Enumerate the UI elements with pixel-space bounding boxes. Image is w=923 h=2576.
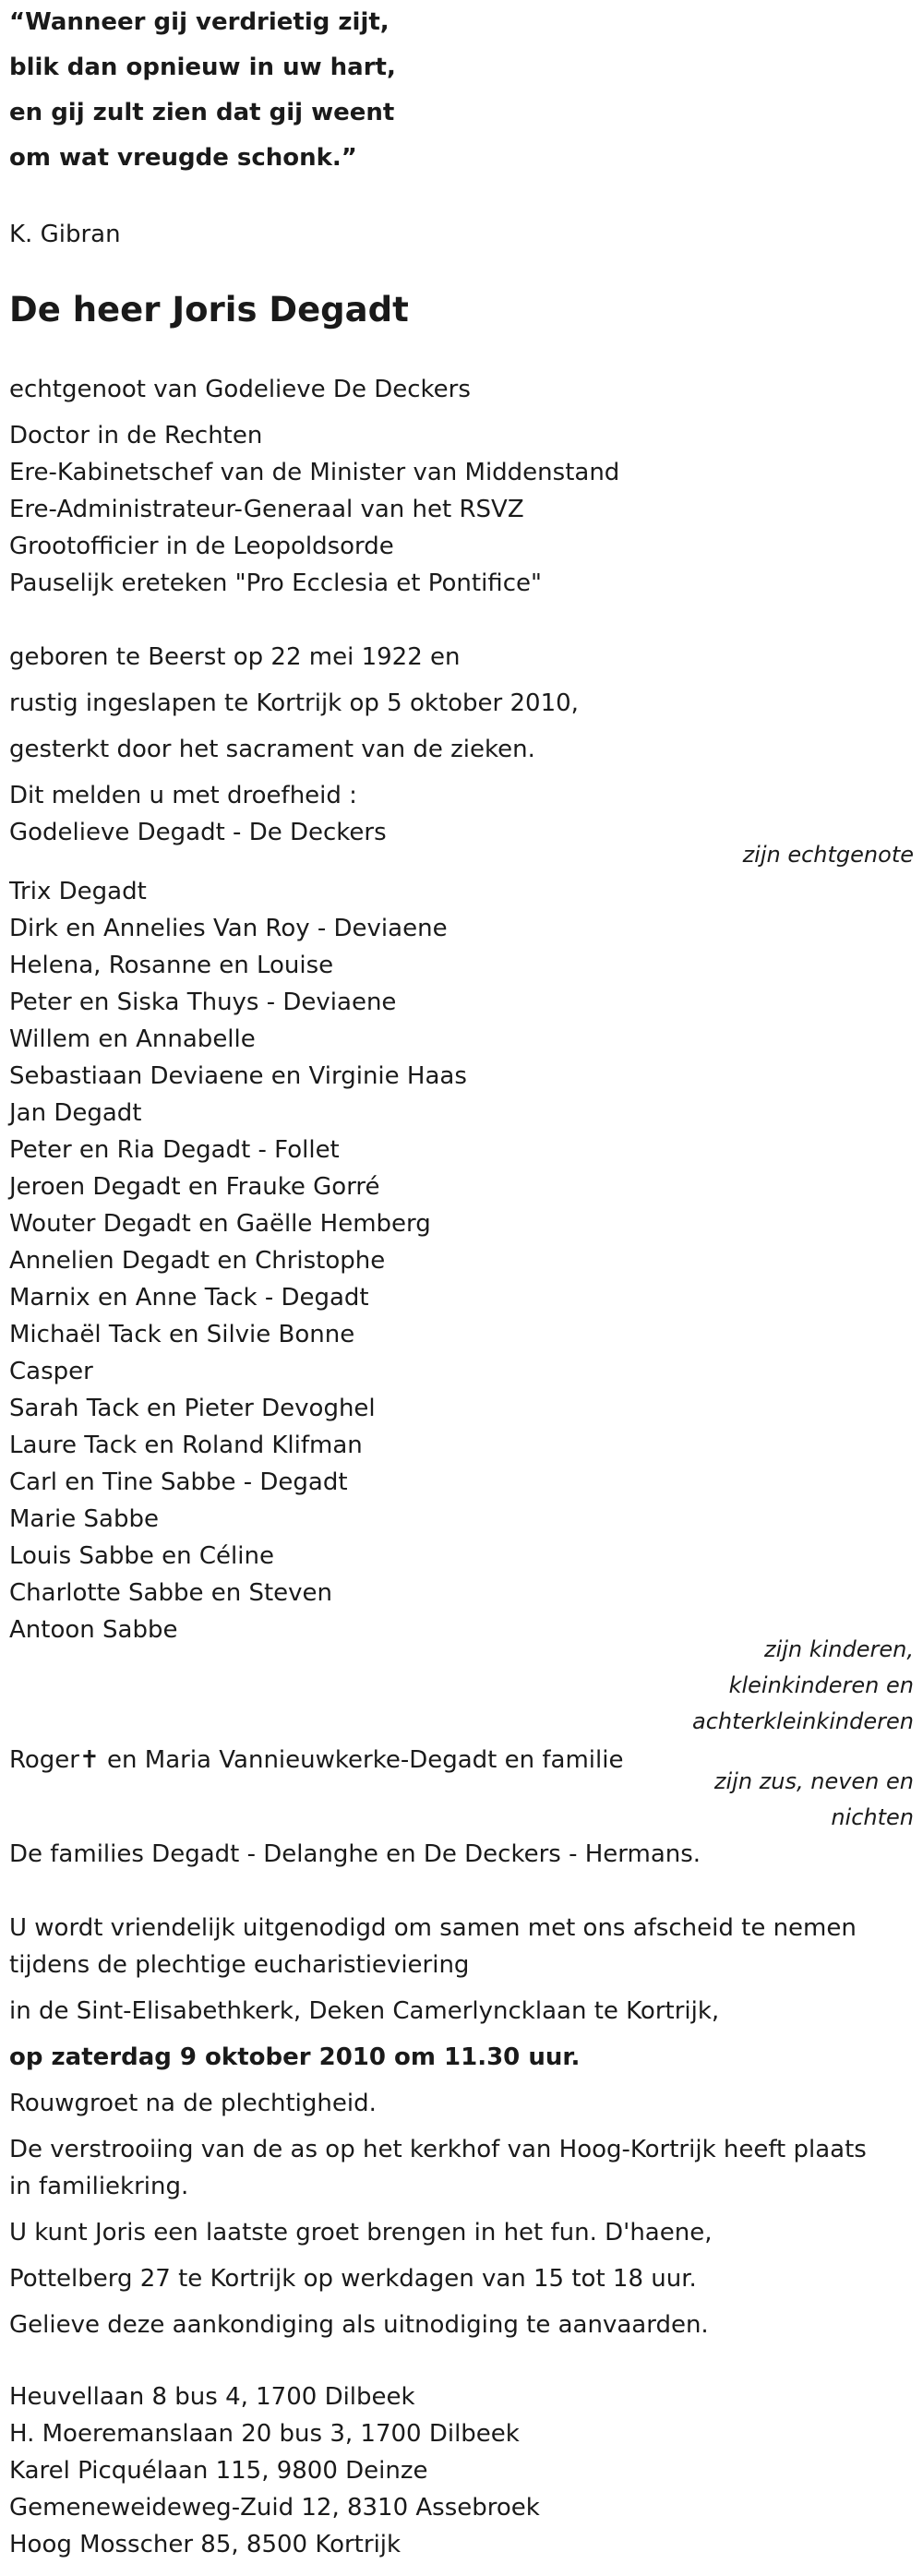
family-member: Antoon Sabbe bbox=[9, 1616, 178, 1644]
announce-intro: Dit melden u met droefheid : bbox=[9, 782, 357, 809]
address-line: H. Moeremanslaan 20 bus 3, 1700 Dilbeek bbox=[9, 2420, 520, 2448]
family-member: Annelien Degadt en Christophe bbox=[9, 1247, 386, 1275]
quote-line: blik dan opnieuw in uw hart, bbox=[9, 54, 396, 81]
title-line: Pauselijk ereteken "Pro Ecclesia et Pontifice" bbox=[9, 569, 542, 597]
family-member: Willem en Annabelle bbox=[9, 1025, 256, 1053]
sibling-line: Roger✝ en Maria Vannieuwkerke-Degadt en familie bbox=[9, 1746, 624, 1774]
invitation-line: tijdens de plechtige eucharistieviering bbox=[9, 1951, 470, 1979]
spouse-name: Godelieve Degadt - De Deckers bbox=[9, 819, 387, 846]
children-role: zijn kinderen, bbox=[763, 1636, 914, 1662]
family-member: Sarah Tack en Pieter Devoghel bbox=[9, 1395, 376, 1422]
family-member: Jan Degadt bbox=[9, 1099, 142, 1127]
children-role: kleinkinderen en bbox=[728, 1672, 914, 1698]
family-member: Casper bbox=[9, 1358, 93, 1385]
address-line: Gemeneweideweg-Zuid 12, 8310 Assebroek bbox=[9, 2494, 540, 2522]
family-member: Laure Tack en Roland Klifman bbox=[9, 1432, 363, 1459]
sacrament-line: gesterkt door het sacrament van de zieken. bbox=[9, 736, 535, 763]
families-line: De families Degadt - Delanghe en De Deckers - Hermans. bbox=[9, 1840, 701, 1868]
family-member: Marie Sabbe bbox=[9, 1505, 159, 1533]
church-line: in de Sint-Elisabethkerk, Deken Camerlyncklaan te Kortrijk, bbox=[9, 1997, 720, 2025]
title-line: Ere-Kabinetschef van de Minister van Middenstand bbox=[9, 459, 620, 486]
title-line: Grootofficier in de Leopoldsorde bbox=[9, 533, 394, 560]
ashes-line: in familiekring. bbox=[9, 2173, 189, 2200]
sibling-role: zijn zus, neven en bbox=[713, 1768, 914, 1794]
address-line: Hoog Mosscher 85, 8500 Kortrijk bbox=[9, 2531, 402, 2558]
family-member: Trix Degadt bbox=[9, 878, 147, 905]
family-member: Peter en Siska Thuys - Deviaene bbox=[9, 988, 397, 1016]
quote-line: “Wanneer gij verdrietig zijt, bbox=[9, 8, 390, 36]
ashes-line: De verstrooiing van de as op het kerkhof van Hoog-Kortrijk heeft plaats bbox=[9, 2136, 867, 2163]
family-member: Helena, Rosanne en Louise bbox=[9, 952, 334, 979]
ceremony-datetime: op zaterdag 9 oktober 2010 om 11.30 uur. bbox=[9, 2043, 581, 2071]
deceased-name: De heer Joris Degadt bbox=[9, 290, 409, 329]
family-member: Charlotte Sabbe en Steven bbox=[9, 1579, 333, 1607]
family-member: Dirk en Annelies Van Roy - Deviaene bbox=[9, 915, 448, 942]
family-member: Michaël Tack en Silvie Bonne bbox=[9, 1321, 355, 1348]
funeral-address-line: Pottelberg 27 te Kortrijk op werkdagen van 15 tot 18 uur. bbox=[9, 2265, 697, 2293]
spouse-line: echtgenoot van Godelieve De Deckers bbox=[9, 376, 471, 403]
family-member: Jeroen Degadt en Frauke Gorré bbox=[9, 1173, 380, 1201]
title-line: Doctor in de Rechten bbox=[9, 422, 263, 449]
address-line: Heuvellaan 8 bus 4, 1700 Dilbeek bbox=[9, 2383, 415, 2411]
quote-author: K. Gibran bbox=[9, 221, 121, 248]
birth-line: geboren te Beerst op 22 mei 1922 en bbox=[9, 643, 461, 671]
children-role: achterkleinkinderen bbox=[692, 1708, 914, 1734]
family-member: Peter en Ria Degadt - Follet bbox=[9, 1136, 340, 1164]
request-line: Gelieve deze aankondiging als uitnodiging te aanvaarden. bbox=[9, 2311, 709, 2339]
invitation-line: U wordt vriendelijk uitgenodigd om samen met ons afscheid te nemen bbox=[9, 1914, 857, 1942]
family-member: Wouter Degadt en Gaëlle Hemberg bbox=[9, 1210, 431, 1238]
spouse-role: zijn echtgenote bbox=[742, 842, 914, 868]
family-member: Marnix en Anne Tack - Degadt bbox=[9, 1284, 369, 1312]
family-member: Louis Sabbe en Céline bbox=[9, 1542, 274, 1570]
address-line: Karel Picquélaan 115, 9800 Deinze bbox=[9, 2457, 428, 2485]
quote-line: om wat vreugde schonk.” bbox=[9, 144, 357, 172]
title-line: Ere-Administrateur-Generaal van het RSVZ bbox=[9, 496, 524, 523]
funeral-home-line: U kunt Joris een laatste groet brengen in het fun. D'haene, bbox=[9, 2219, 713, 2247]
family-member: Carl en Tine Sabbe - Degadt bbox=[9, 1468, 348, 1496]
rouwgroet-line: Rouwgroet na de plechtigheid. bbox=[9, 2090, 377, 2117]
family-member: Sebastiaan Deviaene en Virginie Haas bbox=[9, 1062, 467, 1090]
death-line: rustig ingeslapen te Kortrijk op 5 oktober 2010, bbox=[9, 689, 579, 717]
quote-line: en gij zult zien dat gij weent bbox=[9, 99, 395, 126]
sibling-role: nichten bbox=[831, 1804, 914, 1830]
